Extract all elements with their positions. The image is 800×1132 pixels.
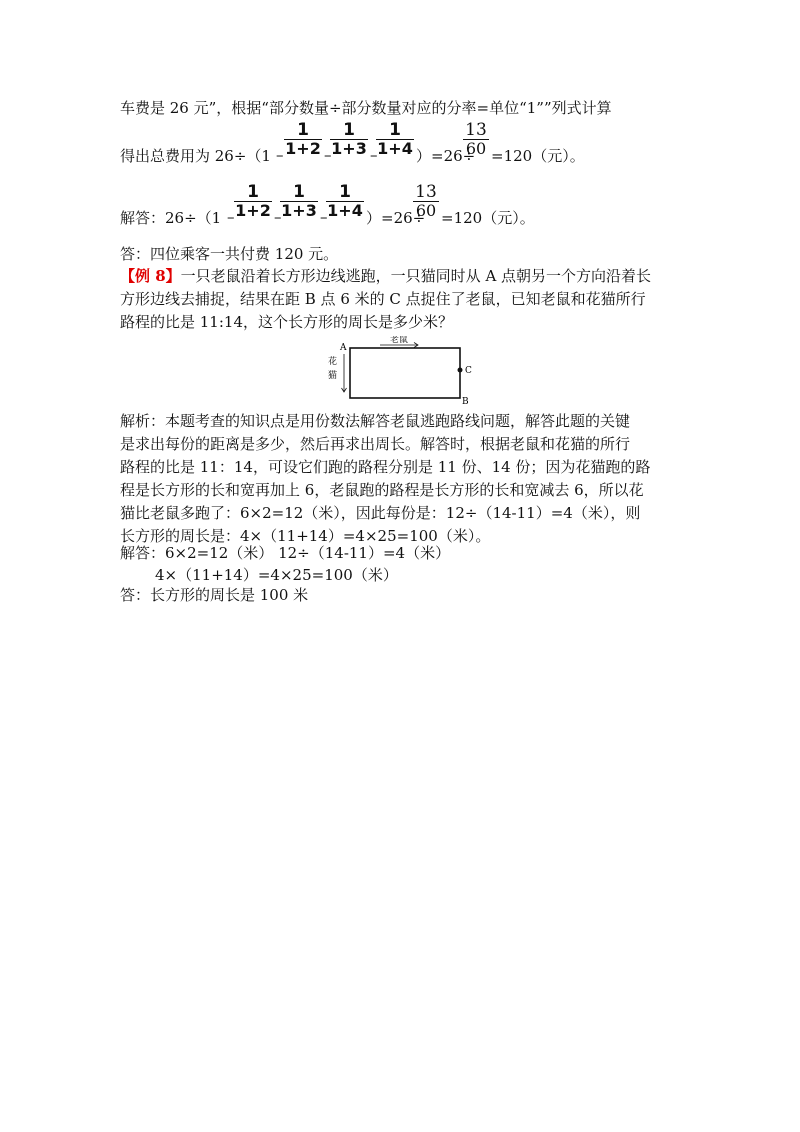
text-line: 解答：26÷（1 bbox=[120, 209, 222, 227]
example-text: 一只老鼠沿着长方形边线逃跑，一只猫同时从 A 点朝另一个方向沿着长 bbox=[180, 267, 652, 285]
text-line: 路程的比是 11:14，这个长方形的周长是多少米？ bbox=[120, 313, 453, 331]
text-line: 车费是 26 元”，根据“部分数量÷部分数量对应的分率=单位“1””列式计算 bbox=[120, 99, 612, 117]
text-line: 路程的比是 11：14，可设它们跑的路程分别是 11 份、14 份；因为花猫跑的路 bbox=[120, 458, 651, 476]
cat-label-2: 猫 bbox=[328, 371, 338, 381]
denominator: 1+3 bbox=[331, 139, 367, 158]
minus-sign: – bbox=[324, 146, 332, 164]
minus-sign: – bbox=[320, 208, 328, 226]
label-b: B bbox=[462, 397, 469, 406]
text-line: 答：长方形的周长是 100 米 bbox=[120, 586, 309, 604]
numerator: 1 bbox=[339, 182, 351, 202]
text-line: 得出总费用为 26÷（1 bbox=[120, 147, 271, 165]
label-a: A bbox=[340, 343, 347, 353]
denominator: 60 bbox=[413, 201, 439, 220]
text-line: 程是长方形的长和宽再加上 6，老鼠跑的路程是长方形的长和宽减去 6，所以花 bbox=[120, 481, 644, 499]
denominator: 60 bbox=[463, 139, 489, 158]
numerator: 1 bbox=[293, 182, 305, 202]
numerator: 13 bbox=[415, 182, 437, 202]
label-c: C bbox=[465, 366, 472, 376]
fraction bbox=[234, 183, 272, 220]
fraction bbox=[413, 183, 439, 220]
text-line: 解析：本题考查的知识点是用份数法解答老鼠逃跑路线问题，解答此题的关键 bbox=[120, 412, 631, 430]
fraction bbox=[280, 183, 318, 220]
rectangle-diagram bbox=[320, 336, 480, 406]
numerator: 1 bbox=[343, 120, 355, 140]
text-line bbox=[120, 266, 651, 286]
text-line: ）=26÷ bbox=[416, 147, 476, 165]
text-line: 答：四位乘客一共付费 120 元。 bbox=[120, 245, 339, 263]
rectangle bbox=[350, 348, 460, 398]
text-line: 方形边线去捕捉，结果在距 B 点 6 米的 C 点捉住了老鼠，已知老鼠和花猫所行 bbox=[120, 290, 646, 308]
denominator: 1+4 bbox=[327, 201, 363, 220]
denominator: 1+4 bbox=[377, 139, 413, 158]
cat-label-1: 花 bbox=[328, 357, 338, 367]
text-line: 猫比老鼠多跑了：6×2=12（米），因此每份是：12÷（14-11）=4（米），则 bbox=[120, 504, 641, 522]
numerator: 1 bbox=[297, 120, 309, 140]
text-line: 长方形的周长是：4×（11+14）=4×25=100（米）。 bbox=[120, 527, 491, 545]
mouse-label: 老鼠 bbox=[390, 336, 409, 345]
text-line: 是求出每份的距离是多少，然后再求出周长。解答时，根据老鼠和花猫的所行 bbox=[120, 435, 631, 453]
numerator: 1 bbox=[247, 182, 259, 202]
example-label: 【例 8】 bbox=[120, 267, 181, 285]
fraction bbox=[330, 121, 368, 158]
text-line: ）=26÷ bbox=[366, 209, 426, 227]
fraction bbox=[326, 183, 364, 220]
denominator: 1+2 bbox=[235, 201, 271, 220]
minus-sign: – bbox=[274, 208, 282, 226]
fraction bbox=[376, 121, 414, 158]
text-line: =120（元）。 bbox=[441, 209, 535, 227]
fraction bbox=[463, 121, 489, 158]
numerator: 13 bbox=[465, 120, 487, 140]
text-line: 解答：6×2=12（米） 12÷（14-11）=4（米） bbox=[120, 544, 451, 562]
numerator: 1 bbox=[389, 120, 401, 140]
fraction bbox=[284, 121, 322, 158]
text-line: 4×（11+14）=4×25=100（米） bbox=[155, 566, 398, 584]
minus-sign: – bbox=[227, 208, 235, 226]
denominator: 1+3 bbox=[281, 201, 317, 220]
point-c bbox=[458, 368, 463, 373]
denominator: 1+2 bbox=[285, 139, 321, 158]
minus-sign: – bbox=[370, 146, 378, 164]
text-line: =120（元）。 bbox=[491, 147, 585, 165]
minus-sign: – bbox=[276, 146, 284, 164]
